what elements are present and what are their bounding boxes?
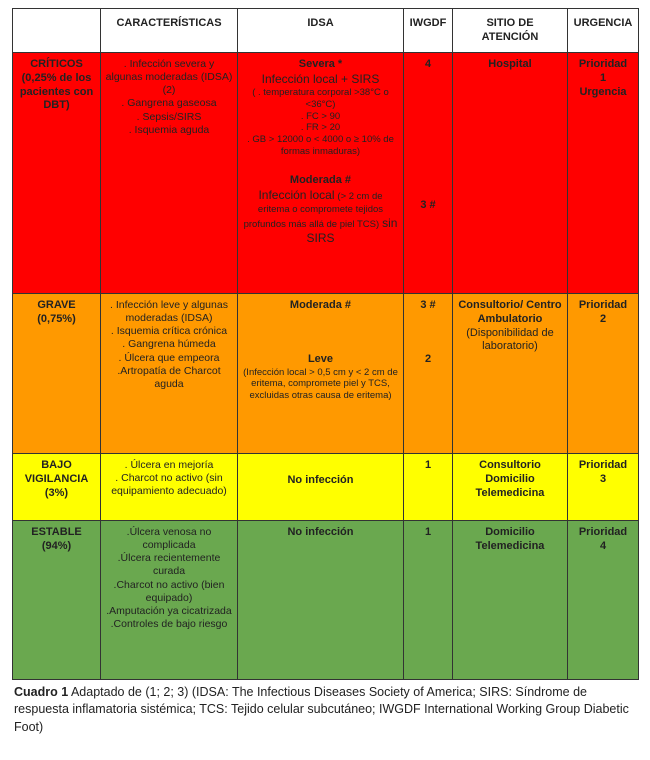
idsa-criticos [238,53,404,294]
site-line: Consultorio [479,459,541,471]
char-item: .Artropatía de Charcot aguda [117,364,221,390]
characteristics-estable [101,521,238,680]
row-criticos [13,53,639,294]
idsa-moderada-big1: Infección local [258,187,335,202]
idsa-severa-detail: . FC > 90 [300,110,341,122]
caption-text: Adaptado de (1; 2; 3) (IDSA: The Infectious Diseases Society of America; SIRS: Síndrome de respuesta inflamatoria sistémica; TCS: Tejido celular subcutáneo; IWGDF International Working Group Diabetic Foot) [14,685,629,734]
char-item: . Gangrena gaseosa [121,97,217,110]
urgency-line: 1 [599,71,607,84]
iwgdf-estable: 1 [404,521,453,680]
header-caracteristicas: CARACTERÍSTICAS [101,9,238,53]
row-bajo-vigilancia [13,454,639,521]
urgency-line: Prioridad [578,58,628,70]
idsa-severa-detail: . GB > 12000 o < 4000 o ≥ 10% de formas inmaduras) [247,134,394,158]
urgency-estable [568,521,639,680]
iwgdf-bajo: 1 [404,454,453,521]
row-grave [13,294,639,454]
idsa-moderada-desc [242,188,399,247]
idsa-severa-detail: ( . temperatura corporal >38°C o <36°C) [252,86,389,110]
row-estable [13,521,639,680]
iwgdf-criticos [404,53,453,294]
site-line: Domicilio [485,526,535,538]
idsa-moderada-mid: (> 2 cm de eritema o compromete tejidos profundos más allá de piel TCS) [243,190,384,230]
char-item: .Úlcera recientemente curada [117,552,221,578]
idsa-severa-detail: . FR > 20 [300,122,341,134]
site-line: Telemedicina [475,486,545,499]
iwgdf-value: 3 # [420,299,436,311]
header-urgencia: URGENCIA [568,9,639,53]
category-estable: ESTABLE (94%) [13,521,101,680]
idsa-moderada-title: Moderada # [289,299,352,311]
urgency-bajo [568,454,639,521]
idsa-severa-sub: Infección local + SIRS [261,71,380,86]
header-blank [13,9,101,53]
iwgdf-value: 2 [424,352,432,365]
idsa-grave [238,294,404,454]
urgency-line: 2 [599,312,607,325]
char-item: .Amputación ya cicatrizada [106,604,232,617]
header-row [13,9,639,53]
char-item: . Sepsis/SIRS [136,110,202,123]
site-estable [453,521,568,680]
characteristics-grave [101,294,238,454]
urgency-line: 4 [599,539,607,552]
idsa-severa-title: Severa * [298,58,343,70]
table-caption [14,684,639,736]
site-criticos: Hospital [453,53,568,294]
char-item: . Infección severa y algunas moderadas (IDSA)(2) [105,58,233,97]
site-line: Domicilio [485,472,535,485]
char-item: . Isquemia crítica crónica [110,325,228,338]
char-item: . Úlcera en mejoría [124,459,214,471]
urgency-line: 3 [599,472,607,485]
header-idsa: IDSA [238,9,404,53]
char-item: .Charcot no activo (bien equipado) [113,578,225,604]
char-item: . Isquemia aguda [128,123,210,136]
char-item: . Charcot no activo (sin equipamiento adecuado) [111,472,227,498]
site-grave [453,294,568,454]
iwgdf-grave [404,294,453,454]
idsa-bajo: No infección [238,454,404,521]
idsa-leve-title: Leve [307,352,334,365]
char-item: . Infección leve y algunas moderadas (IDSA) [110,299,228,325]
header-sitio: SITIO DE ATENCIÓN [453,9,568,53]
caption-label: Cuadro 1 [14,685,69,699]
triage-table [12,8,639,680]
char-item: .Controles de bajo riesgo [110,617,228,630]
urgency-line: Prioridad [578,299,628,311]
characteristics-criticos [101,53,238,294]
char-item: . Úlcera que empeora [118,351,220,364]
urgency-grave [568,294,639,454]
urgency-line: Prioridad [578,526,628,538]
char-item: .Úlcera venosa no complicada [126,526,212,552]
idsa-estable: No infección [238,521,404,680]
category-criticos: CRÍTICOS (0,25% de los pacientes con DBT) [13,53,101,294]
site-grave-note: (Disponibilidad de laboratorio) [466,326,554,353]
header-iwgdf: IWGDF [404,9,453,53]
char-item: . Gangrena húmeda [122,338,216,351]
idsa-moderada-title: Moderada # [289,174,352,186]
site-grave-name: Consultorio/ Centro Ambulatorio [458,299,562,325]
category-grave: GRAVE (0,75%) [13,294,101,454]
category-bajo: BAJO VIGILANCIA (3%) [13,454,101,521]
characteristics-bajo [101,454,238,521]
urgency-line: Prioridad [578,459,628,471]
idsa-moderada-big2: sin SIRS [306,216,398,246]
iwgdf-value: 4 [424,58,432,70]
iwgdf-value: 3 # [420,198,436,211]
site-bajo [453,454,568,521]
site-line: Telemedicina [475,539,545,552]
idsa-leve-details: (Infección local > 0,5 cm y < 2 cm de eritema, compromete piel y TCS, excluidas otras causa de eritema) [243,366,398,402]
urgency-criticos [568,53,639,294]
urgency-line: Urgencia [579,85,627,98]
